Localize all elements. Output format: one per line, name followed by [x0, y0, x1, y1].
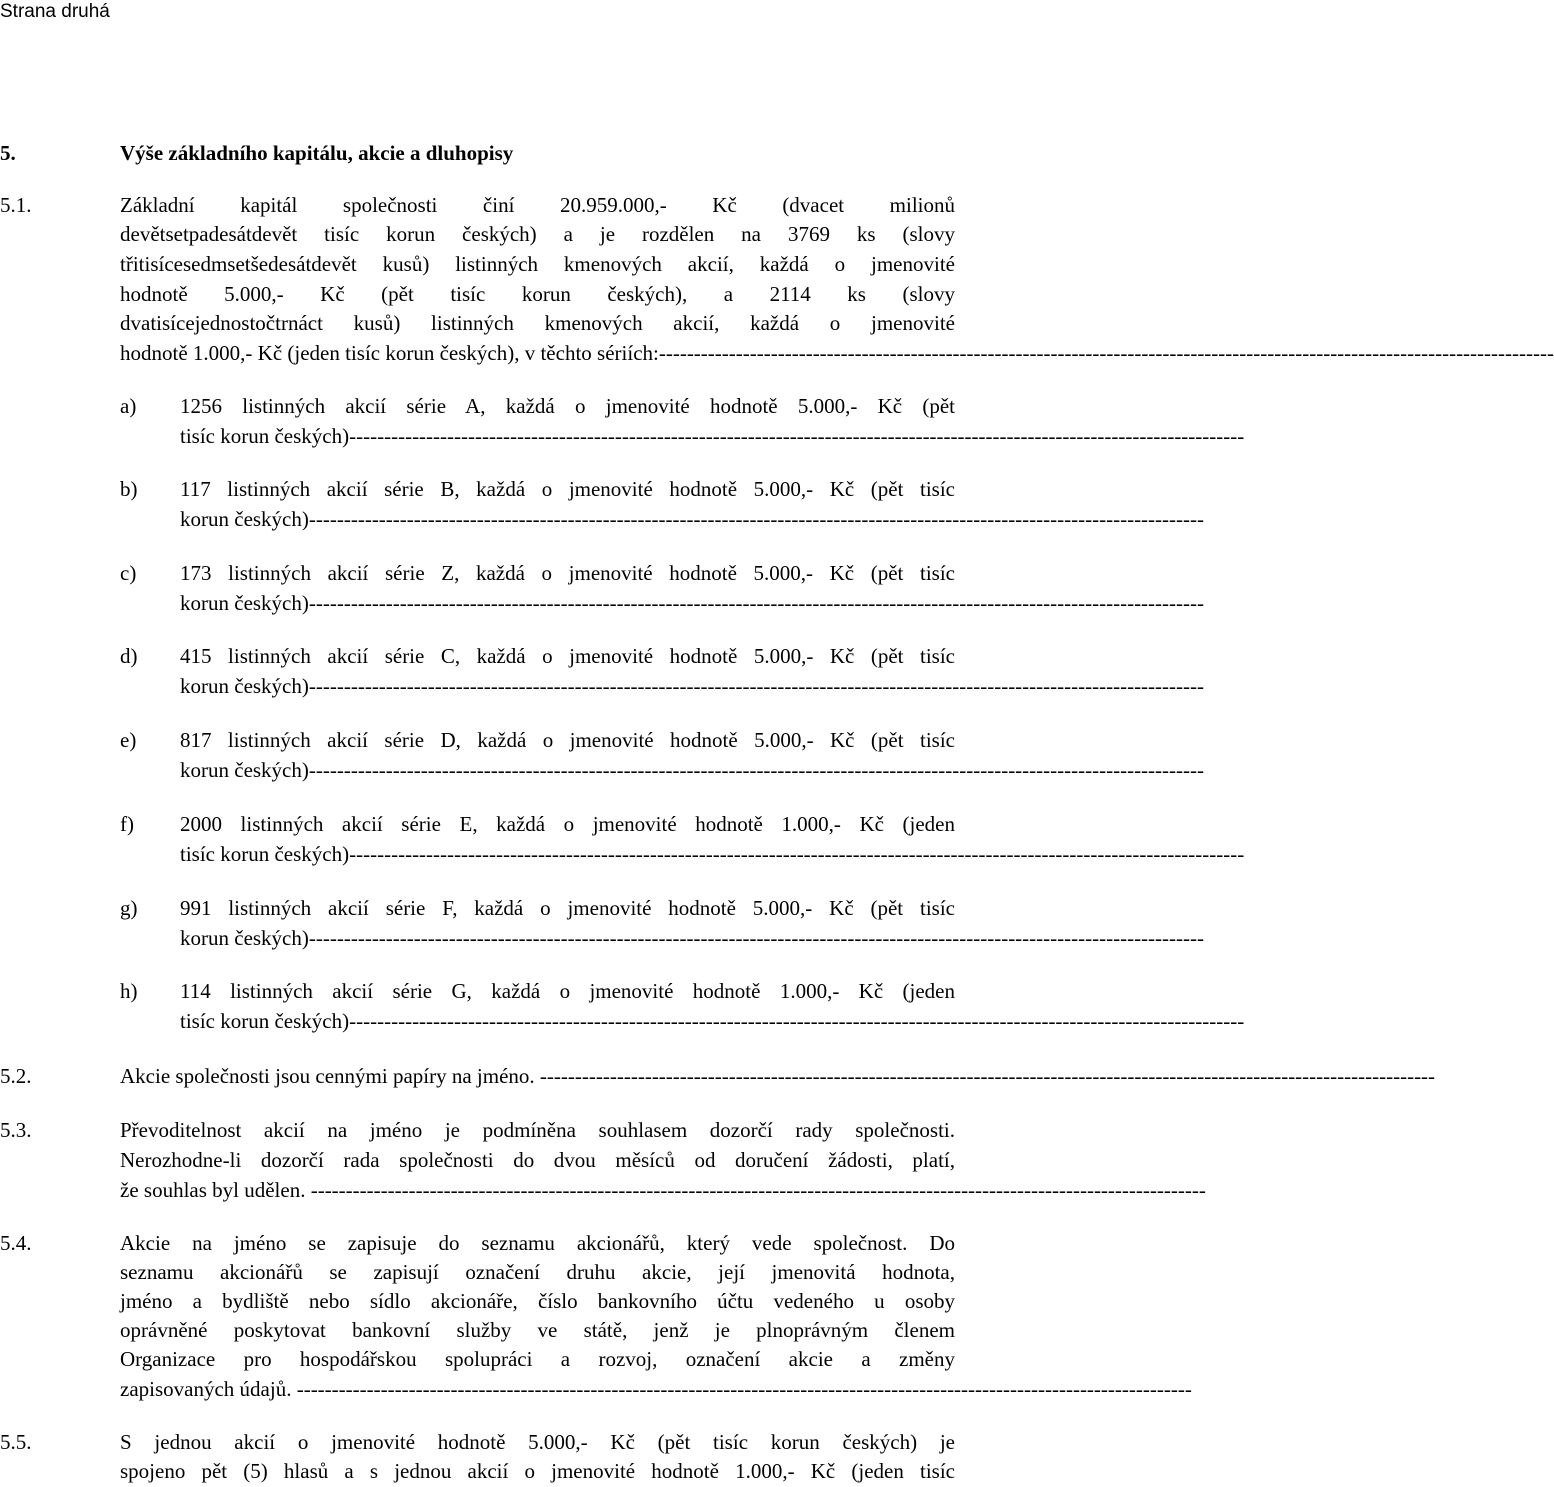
series-line-dashed — [180, 839, 1245, 869]
series-line-dashed — [180, 671, 1204, 701]
clause-line: Nerozhodne-li dozorčí rada společnosti do dvou měsíců od doručení žádosti, platí, — [120, 1148, 955, 1172]
series-line: 1256 listinných akcií série A, každá o jmenovité hodnotě 5.000,- Kč (pět — [180, 394, 955, 418]
series-line: 117 listinných akcií série B, každá o jmenovité hodnotě 5.000,- Kč (pět tisíc — [180, 477, 955, 501]
section-number: 5. — [0, 141, 16, 165]
series-text: tisíc korun českých) — [180, 424, 350, 448]
series-line: 991 listinných akcií série F, každá o jmenovité hodnotě 5.000,- Kč (pět tisíc — [180, 896, 955, 920]
clause-text: že souhlas byl udělen. — [120, 1178, 311, 1202]
series-line: 114 listinných akcií série G, každá o jmenovité hodnotě 1.000,- Kč (jeden — [180, 979, 955, 1003]
clause-text: Akcie společnosti jsou cennými papíry na jméno. — [120, 1064, 540, 1088]
series-text: korun českých) — [180, 674, 309, 698]
clause-line: hodnotě 5.000,- Kč (pět tisíc korun českých), a 2114 ks (slovy — [120, 282, 955, 306]
dash-filler: -------------------------------------------------------------------------------------------------------------------------------- — [296, 1377, 1192, 1401]
series-text: tisíc korun českých) — [180, 1009, 350, 1033]
section-title: Výše základního kapitálu, akcie a dluhopisy — [120, 141, 514, 165]
clause-line: seznamu akcionářů se zapisují označení druhu akcie, její jmenovitá hodnota, — [120, 1260, 955, 1284]
series-marker: e) — [120, 728, 137, 752]
clause-line: dvatisícejednostočtrnáct kusů) listinných kmenových akcií, každá o jmenovité — [120, 311, 955, 335]
series-marker: g) — [120, 896, 138, 920]
series-marker: c) — [120, 561, 137, 585]
series-marker: f) — [120, 812, 134, 836]
dash-filler: -------------------------------------------------------------------------------------------------------------------------------- — [539, 1064, 1436, 1088]
clause-line: Organizace pro hospodářskou spolupráci a rozvoj, označení akcie a změny — [120, 1347, 955, 1371]
series-text: tisíc korun českých) — [180, 842, 350, 866]
clause-number: 5.1. — [0, 193, 32, 217]
clause-number: 5.5. — [0, 1430, 32, 1454]
series-text: korun českých) — [180, 758, 309, 782]
clause-line: Základní kapitál společnosti činí 20.959.000,- Kč (dvacet milionů — [120, 193, 955, 217]
clause-line: spojeno pět (5) hlasů a s jednou akcií o jmenovité hodnotě 1.000,- Kč (jeden tisíc — [120, 1459, 955, 1483]
clause-line: třitisícesedmsetšedesátdevět kusů) listinných kmenových akcií, každá o jmenovité — [120, 252, 955, 276]
page-label: Strana druhá — [0, 1, 110, 22]
series-line-dashed — [180, 504, 1204, 534]
series-line: 173 listinných akcií série Z, každá o jmenovité hodnotě 5.000,- Kč (pět tisíc — [180, 561, 955, 585]
clause-text: zapisovaných údajů. — [120, 1377, 297, 1401]
series-marker: d) — [120, 644, 138, 668]
series-line-dashed — [180, 1006, 1245, 1036]
dash-filler: -------------------------------------------------------------------------------------------------------------------------------- — [349, 842, 1245, 866]
series-line: 415 listinných akcií série C, každá o jmenovité hodnotě 5.000,- Kč (pět tisíc — [180, 644, 955, 668]
series-text: korun českých) — [180, 926, 309, 950]
clause-line: oprávněné poskytovat bankovní služby ve státě, jenž je plnoprávným členem — [120, 1318, 955, 1342]
series-text: korun českých) — [180, 507, 309, 531]
dash-filler: -------------------------------------------------------------------------------------------------------------------------------- — [308, 926, 1204, 950]
series-line: 817 listinných akcií série D, každá o jmenovité hodnotě 5.000,- Kč (pět tisíc — [180, 728, 955, 752]
clause-line: jméno a bydliště nebo sídlo akcionáře, číslo bankovního účtu vedeného u osoby — [120, 1289, 955, 1313]
series-line: 2000 listinných akcií série E, každá o jmenovité hodnotě 1.000,- Kč (jeden — [180, 812, 955, 836]
dash-filler: -------------------------------------------------------------------------------------------------------------------------------- — [658, 341, 1554, 365]
clause-last-line — [120, 338, 1554, 368]
dash-filler: -------------------------------------------------------------------------------------------------------------------------------- — [310, 1178, 1206, 1202]
clause-number: 5.3. — [0, 1118, 32, 1142]
dash-filler: -------------------------------------------------------------------------------------------------------------------------------- — [308, 674, 1204, 698]
series-line-dashed — [180, 588, 1204, 618]
clause-last-line — [120, 1374, 1192, 1404]
series-marker: a) — [120, 394, 137, 418]
clause-number: 5.2. — [0, 1064, 32, 1088]
dash-filler: -------------------------------------------------------------------------------------------------------------------------------- — [349, 1009, 1245, 1033]
clause-line: Převoditelnost akcií na jméno je podmíněna souhlasem dozorčí rady společnosti. — [120, 1118, 955, 1142]
dash-filler: -------------------------------------------------------------------------------------------------------------------------------- — [308, 507, 1204, 531]
series-line-dashed — [180, 923, 1204, 953]
clause-line: S jednou akcií o jmenovité hodnotě 5.000,- Kč (pět tisíc korun českých) je — [120, 1430, 955, 1454]
series-line-dashed — [180, 421, 1245, 451]
clause-last-line — [120, 1175, 1206, 1205]
clause-line: devětsetpadesátdevět tisíc korun českých) a je rozdělen na 3769 ks (slovy — [120, 222, 955, 246]
dash-filler: -------------------------------------------------------------------------------------------------------------------------------- — [308, 758, 1204, 782]
series-text: korun českých) — [180, 591, 309, 615]
dash-filler: -------------------------------------------------------------------------------------------------------------------------------- — [349, 424, 1245, 448]
clause-line: Akcie na jméno se zapisuje do seznamu akcionářů, který vede společnost. Do — [120, 1231, 955, 1255]
clause-last-line — [120, 1061, 1436, 1091]
clause-number: 5.4. — [0, 1231, 32, 1255]
series-marker: b) — [120, 477, 138, 501]
series-line-dashed — [180, 755, 1204, 785]
clause-text: hodnotě 1.000,- Kč (jeden tisíc korun českých), v těchto sériích: — [120, 341, 659, 365]
series-marker: h) — [120, 979, 138, 1003]
dash-filler: -------------------------------------------------------------------------------------------------------------------------------- — [308, 591, 1204, 615]
